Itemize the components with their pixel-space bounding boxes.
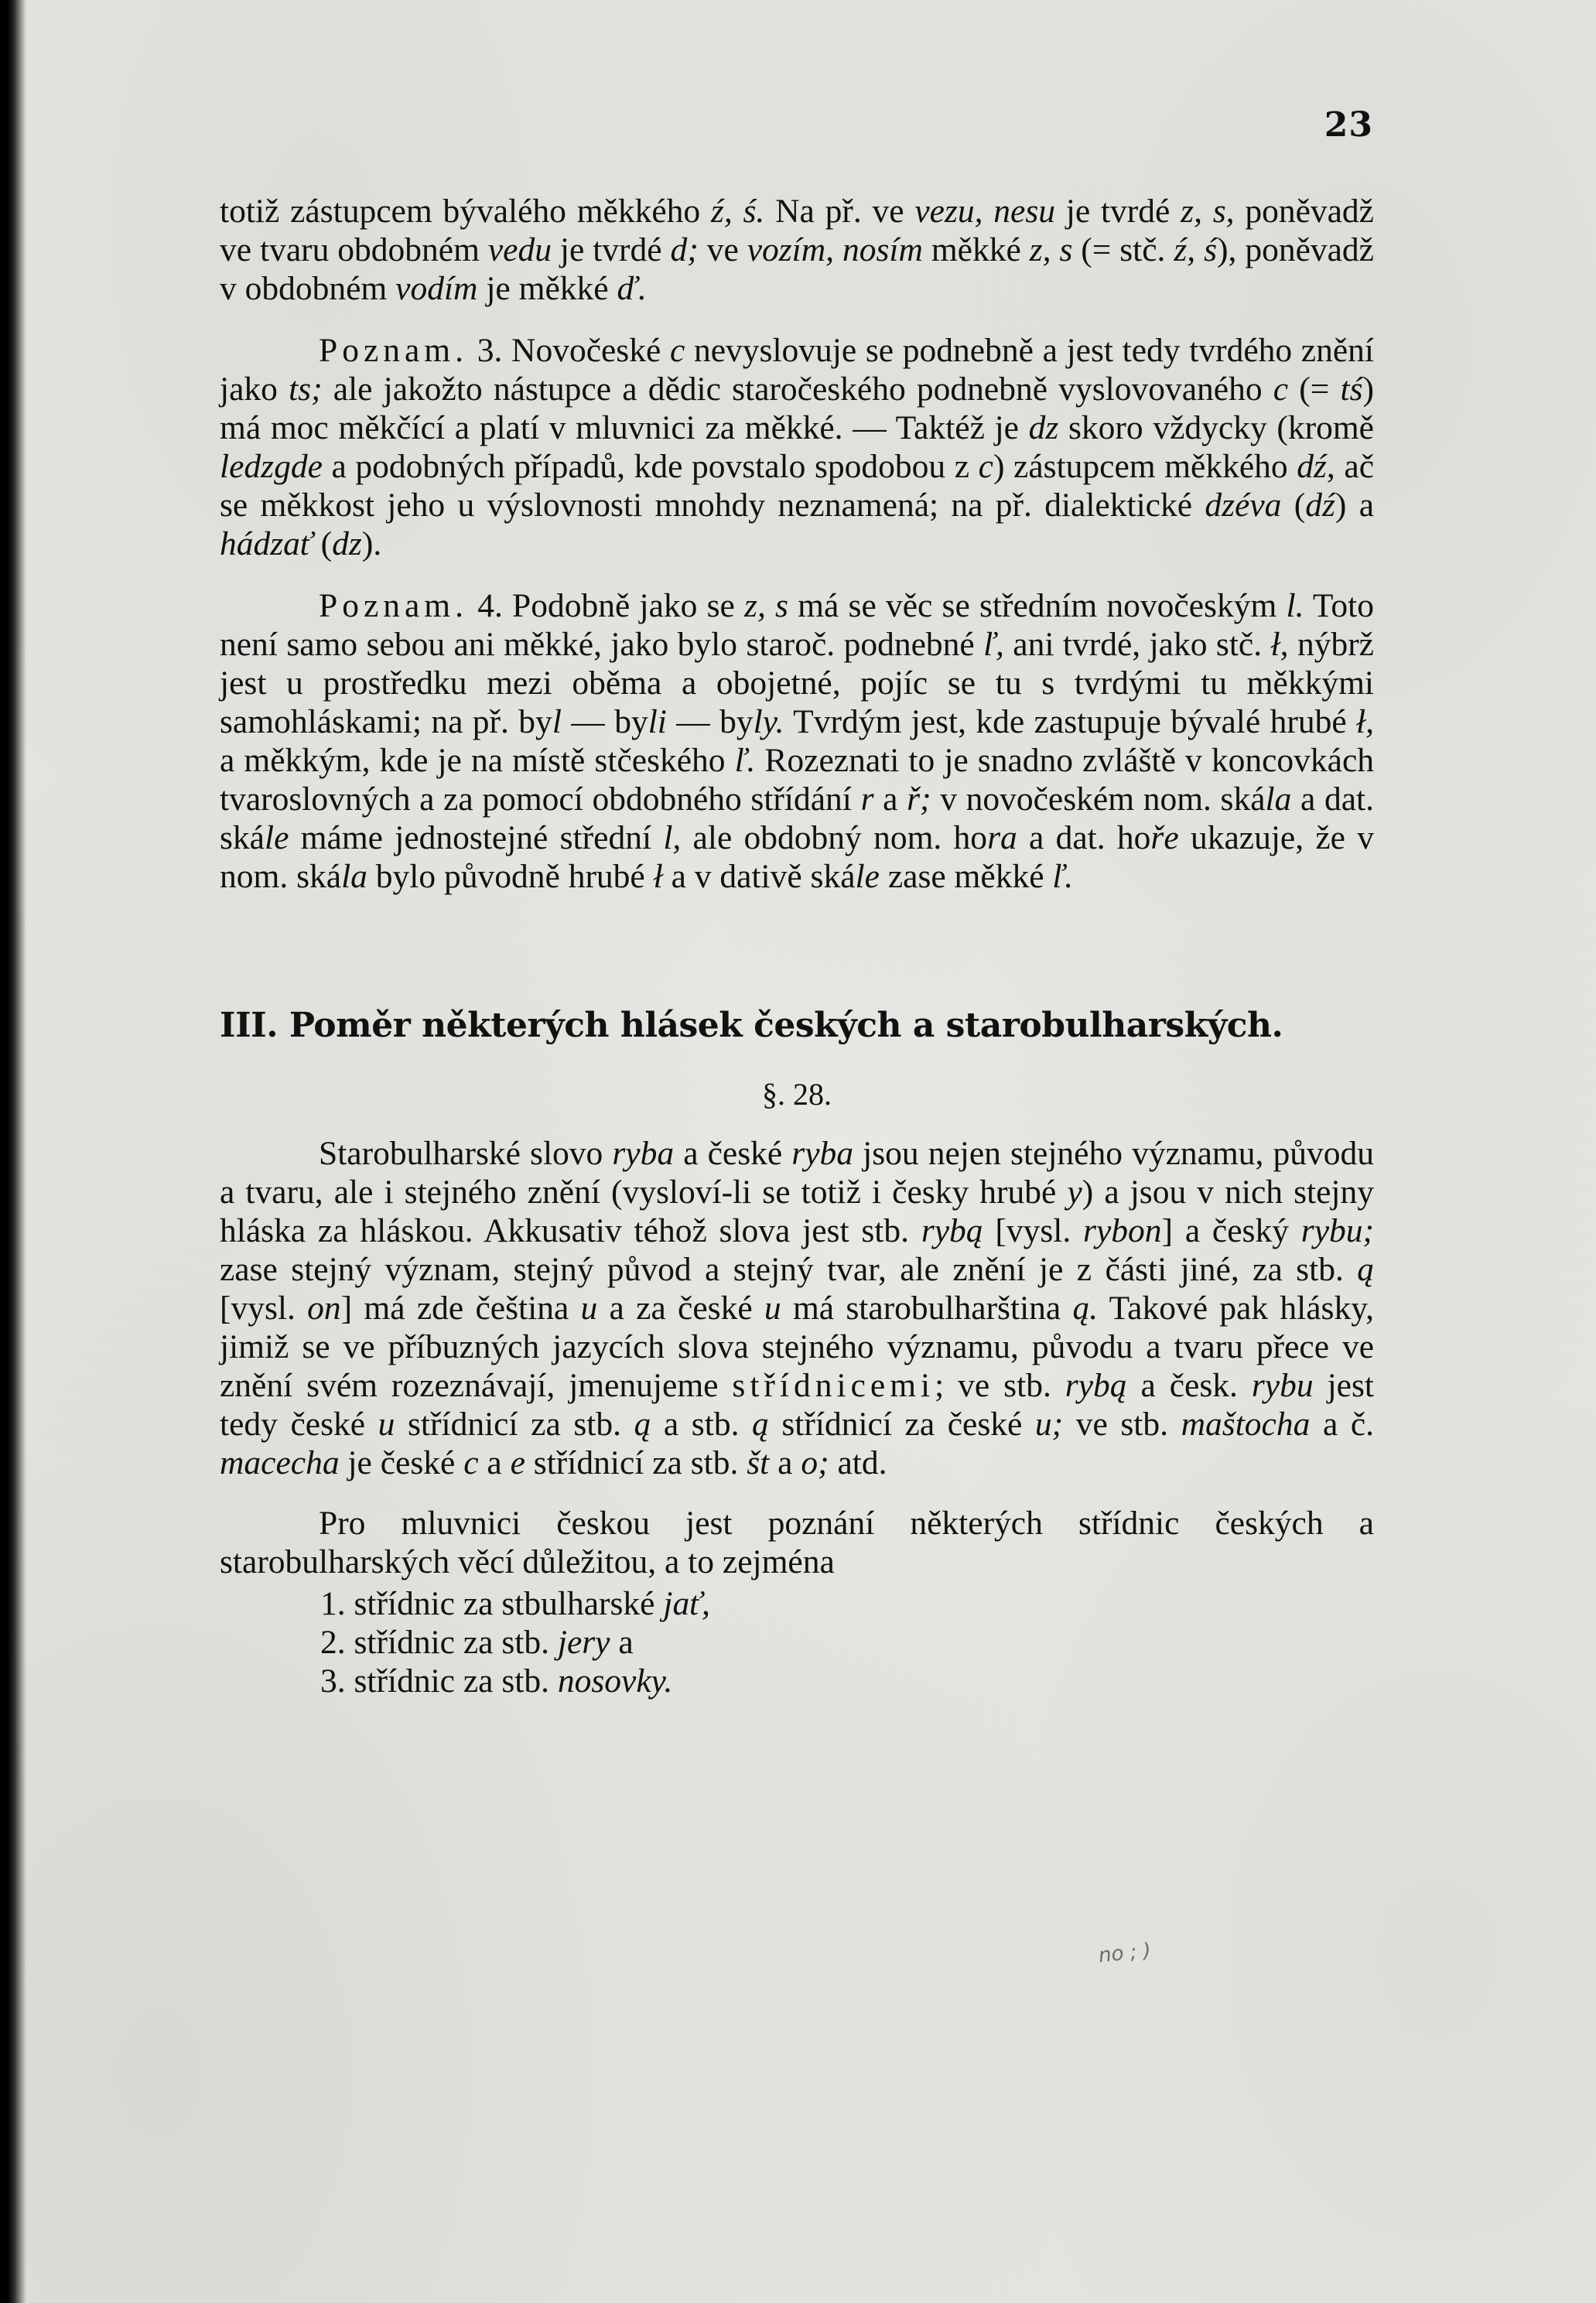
paragraph-28: Starobulharské slovo ryba a české ryba jsou nejen stejného významu, původu a tvaru, ale i stejného znění (vysloví-li se totiž i česky hrubé y) a jsou v nich stejny hláska za hláskou. Akkusativ téhož slova jest stb. rybą [vysl. rybon] a český rybu; zase stejný význam, stejný původ a stejný tvar, ale znění je z části jiné, za stb. ą [vysl. on] má zde čeština u a za české u má starobulharština ą. Takové pak hlásky, jimiž se ve příbuzných jazycích slova stejného významu, původu a tvaru přece ve znění svém rozeznávají, jmenujeme střídnicemi; ve stb. rybą a česk. rybu jest tedy české u střídnicí za stb. ą a stb. ą střídnicí za české u; ve stb. maštocha a č. macecha je české c a e střídnicí za stb. št a o; atd. bbox=[220, 1135, 1375, 1481]
list-item: 1. střídnic za stbulharské jať, bbox=[320, 1585, 710, 1622]
note-3: Poznam. 3. Novočeské c nevyslovuje se podnebně a jest tedy tvrdého znění jako ts; ale jakožto nástupce a dědic staročeského podnebně vyslovovaného c (= tś) má moc měkčící a platí v mluvnici za měkké. — Taktéž je dz skoro vždycky (kromě ledzgde a podobných případů, kde povstalo spodobou z c) zástupcem měkkého dź, ač se měkkost jeho u výslovnosti mnohdy neznamená; na př. dialektické dzéva (dź) a hádzať (dz). bbox=[220, 332, 1375, 562]
term-stridnicemi: střídnicemi bbox=[732, 1367, 935, 1404]
stridnice-list bbox=[220, 1584, 1374, 1700]
scan-edge-shadow bbox=[0, 0, 26, 2303]
note-label: Poznam. bbox=[319, 332, 469, 369]
page-number: 23 bbox=[1324, 105, 1373, 145]
paragraph-pro-mluvnici: Pro mluvnici českou jest poznání některých střídnic českých a starobulharských věcí důležitou, a to zejména bbox=[220, 1505, 1374, 1580]
page-body bbox=[220, 192, 1374, 1700]
list-item: 2. střídnic za stb. jery a bbox=[320, 1624, 634, 1661]
note-label: Poznam. bbox=[319, 587, 469, 624]
section-heading: III. Poměr některých hlásek českých a starobulharských. bbox=[220, 1006, 1283, 1045]
list-item: 3. střídnic za stb. nosovky. bbox=[320, 1662, 673, 1700]
paragraph-number: §. 28. bbox=[762, 1077, 832, 1112]
note-4: Poznam. 4. Podobně jako se z, s má se věc se středním novočeským l. Toto není samo sebou ani měkké, jako bylo staroč. podnebné ľ, ani tvrdé, jako stč. ł, nýbrž jest u prostředku mezi oběma a obojetné, pojíc se tu s tvrdými tu měkkými samohláskami; na př. byl — byli — byly. Tvrdým jest, kde zastupuje bývalé hrubé ł, a měkkým, kde je na místě stčeského ľ. Rozeznati to je snadno zvláště v koncovkách tvaroslovných a za pomocí obdobného střídání r a ř; v novočeském nom. skála a dat. skále máme jednostejné střední l, ale obdobný nom. hora a dat. hoře ukazuje, že v nom. skála bylo původně hrubé ł a v dativě skále zase měkké ľ. bbox=[220, 587, 1375, 895]
paragraph-continuation: totiž zástupcem bývalého měkkého ź, ś. Na př. ve vezu, nesu je tvrdé z, s, poněvadž ve tvaru obdobném vedu je tvrdé d; ve vozím, nosím měkké z, s (= stč. ź, ś), poněvadž v obdobném vodím je měkké ď. bbox=[220, 193, 1374, 307]
pencil-margin-note: no ; ) bbox=[1097, 1939, 1153, 1968]
